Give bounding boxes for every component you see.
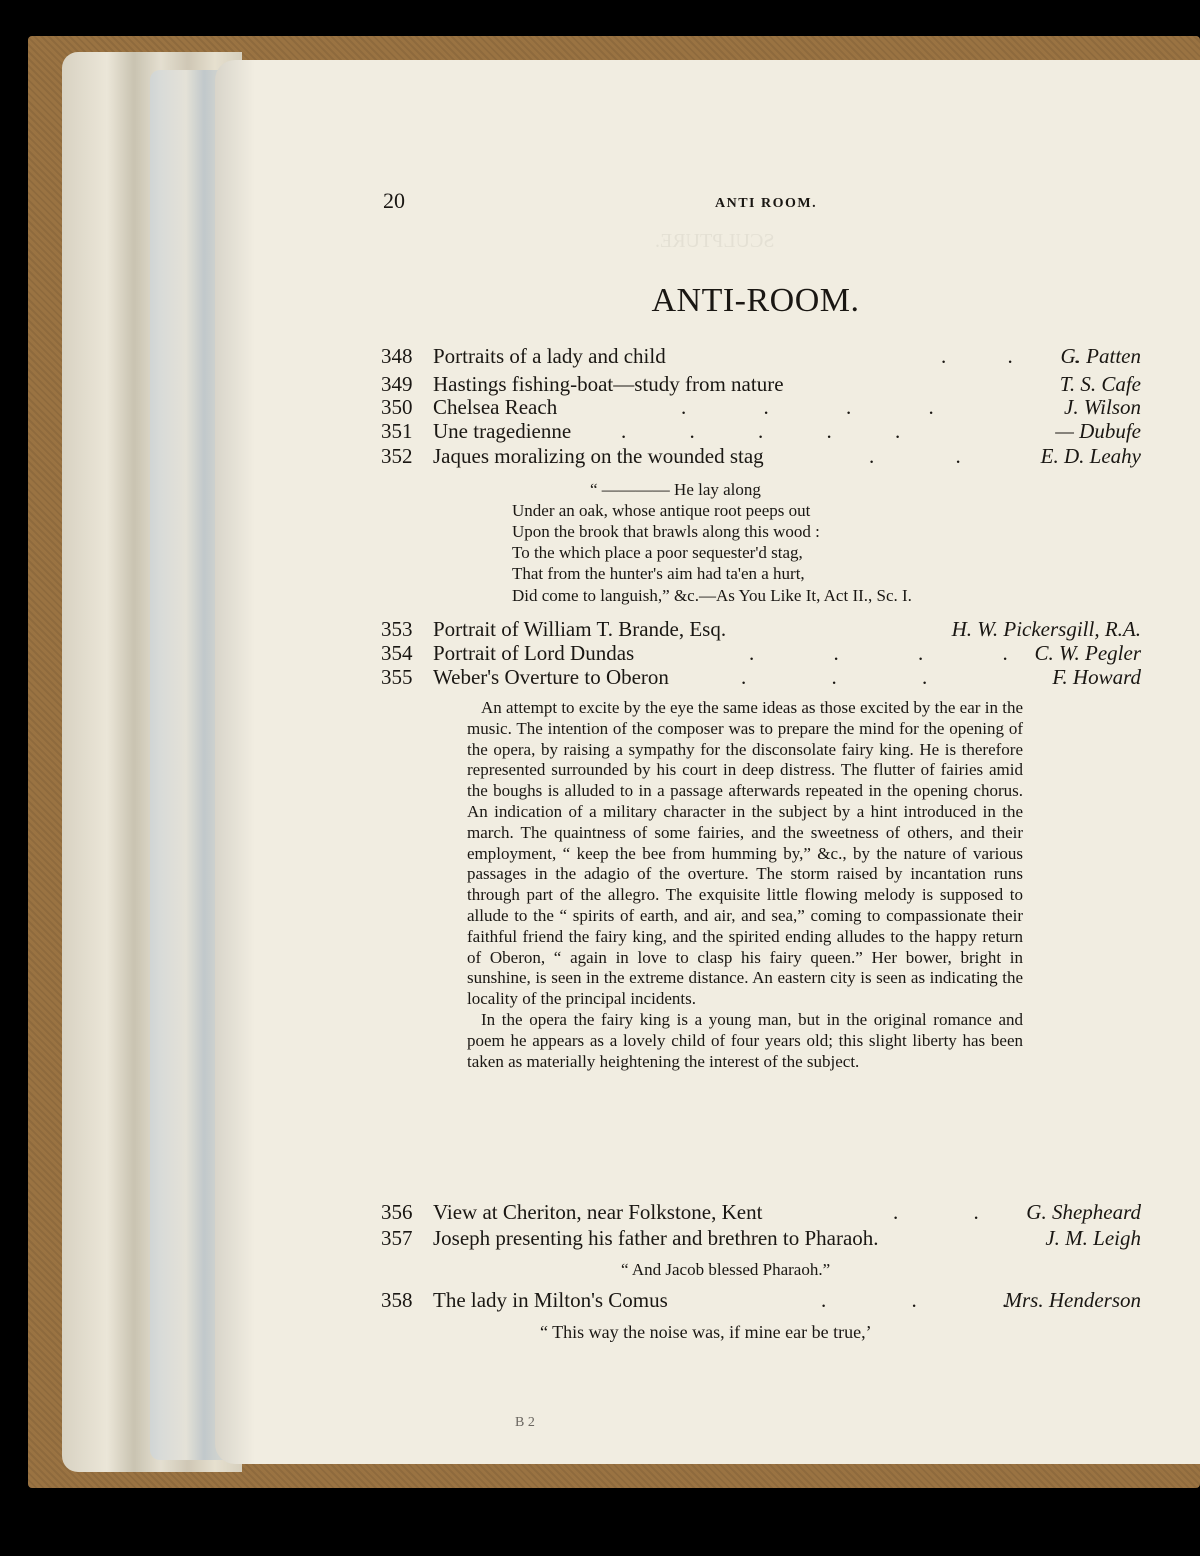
stag-quote-line: “ ———— He lay along	[590, 480, 761, 499]
entry-leader: . . .	[941, 344, 1080, 368]
entry-title: Portraits of a lady and child	[433, 344, 666, 368]
room-title	[215, 282, 1200, 320]
entry-artist: T. S. Cafe	[1059, 372, 1141, 396]
show-through-text: SCULPTURE.	[655, 230, 775, 252]
entry-leader: . . . .	[681, 395, 934, 419]
entry-artist: Mrs. Henderson	[1004, 1288, 1141, 1312]
entry-title: Joseph presenting his father and brethren to Pharaoh.	[433, 1226, 879, 1250]
entry-leader: . . . . .	[621, 419, 901, 443]
entry-number: 354	[381, 641, 413, 665]
entry-title: View at Cheriton, near Folkstone, Kent	[433, 1200, 763, 1224]
entry-title: Chelsea Reach	[433, 395, 558, 419]
comus-quote: “ This way the noise was, if mine ear be true,’	[540, 1322, 872, 1342]
stag-quote-line: That from the hunter's aim had ta'en a hurt,	[512, 564, 805, 583]
room-title-text: ANTI-ROOM.	[651, 282, 860, 319]
catalogue-entry	[381, 1286, 1141, 1314]
entry-artist: J. M. Leigh	[1045, 1226, 1141, 1250]
entry-title: Jaques moralizing on the wounded stag	[433, 444, 764, 468]
stag-quote-line: Upon the brook that brawls along this wood :	[512, 522, 820, 541]
entry-artist: H. W. Pickersgill, R.A.	[951, 617, 1141, 641]
entry-title: Portrait of Lord Dundas	[433, 641, 635, 665]
entry-artist: J. Wilson	[1064, 395, 1141, 419]
catalogue-page	[215, 60, 1200, 1464]
entry-title: The lady in Milton's Comus	[433, 1288, 668, 1312]
oberon-description	[467, 698, 1023, 1072]
running-head: ANTI ROOM.	[715, 196, 818, 211]
catalogue-entry	[381, 663, 1141, 691]
entry-number: 356	[381, 1200, 413, 1224]
catalogue-entry	[381, 417, 1141, 445]
entry-number: 353	[381, 617, 413, 641]
entry-title: Une tragedienne	[433, 419, 572, 443]
entry-artist: E. D. Leahy	[1040, 444, 1141, 468]
entry-number: 348	[381, 344, 413, 368]
entry-artist: F. Howard	[1052, 665, 1141, 689]
stag-quote-line: To the which place a poor sequester'd stag,	[512, 543, 803, 562]
entry-number: 351	[381, 419, 413, 443]
catalogue-entry	[381, 1224, 1141, 1252]
pharaoh-quote: “ And Jacob blessed Pharaoh.”	[621, 1260, 831, 1279]
entry-number: 358	[381, 1288, 413, 1312]
entry-artist: G. Shepheard	[1026, 1200, 1141, 1224]
page-number: 20	[383, 188, 405, 213]
entry-number: 350	[381, 395, 413, 419]
catalogue-entry	[381, 1198, 1141, 1226]
entry-leader: . . .	[821, 1288, 1008, 1312]
entry-number: 357	[381, 1226, 413, 1250]
entry-leader: . .	[869, 444, 961, 468]
stag-quote-line: Did come to languish,” &c.—As You Like It, Act II., Sc. I.	[512, 586, 912, 605]
description-paragraph: In the opera the fairy king is a young man, but in the original romance and poem he appears as a lovely child of four years old; this slight liberty has been taken as materially heightening the interest of the subject.	[467, 1009, 1023, 1071]
description-paragraph: An attempt to excite by the eye the same ideas as those excited by the ear in the music. The intention of the composer was to prepare the mind for the opening of the opera, by raising a sympathy for the disconsolate fairy king. He is therefore represented surrounded by his court in deep distress. The flutter of fairies amid the boughs is alluded to in a passage afterwards repeated in the opening chorus. An indication of a military character in the subject by a hint introduced in the march. The quaintness of some fairies, and the sweetness of others, and their employment, “ keep the bee from humming by,” &c., by the nature of various passages in the adagio of the overture. The storm raised by incantation runs through part of the allegro. The exquisite little flowing melody is supposed to allude to the “ spirits of earth, and air, and sea,” coming to compassionate their faithful friend the fairy king, and the spirited ending alludes to the happy return of Oberon, “ again in love to clasp his fairy queen.” Her bower, bright in sunshine, is seen in the extreme distance. An eastern city is seen as indicating the locality of the principal incidents.	[467, 698, 1023, 1009]
catalogue-entry	[381, 342, 1141, 370]
entry-number: 355	[381, 665, 413, 689]
entry-artist: C. W. Pegler	[1034, 641, 1141, 665]
stag-quote-line: Under an oak, whose antique root peeps out	[512, 501, 811, 520]
entry-leader: . .	[893, 1200, 979, 1224]
entry-number: 352	[381, 444, 413, 468]
entry-title: Portrait of William T. Brande, Esq.	[433, 617, 727, 641]
catalogue-entry	[381, 442, 1141, 470]
entry-number: 349	[381, 372, 413, 396]
entry-title: Hastings fishing-boat—study from nature	[433, 372, 784, 396]
entry-title: Weber's Overture to Oberon	[433, 665, 669, 689]
signature-mark: B 2	[515, 1415, 535, 1430]
entry-leader: . . . .	[749, 641, 1008, 665]
entry-leader: . . .	[741, 665, 928, 689]
entry-artist: — Dubufe	[1055, 419, 1141, 443]
entry-artist: G. Patten	[1060, 344, 1141, 368]
